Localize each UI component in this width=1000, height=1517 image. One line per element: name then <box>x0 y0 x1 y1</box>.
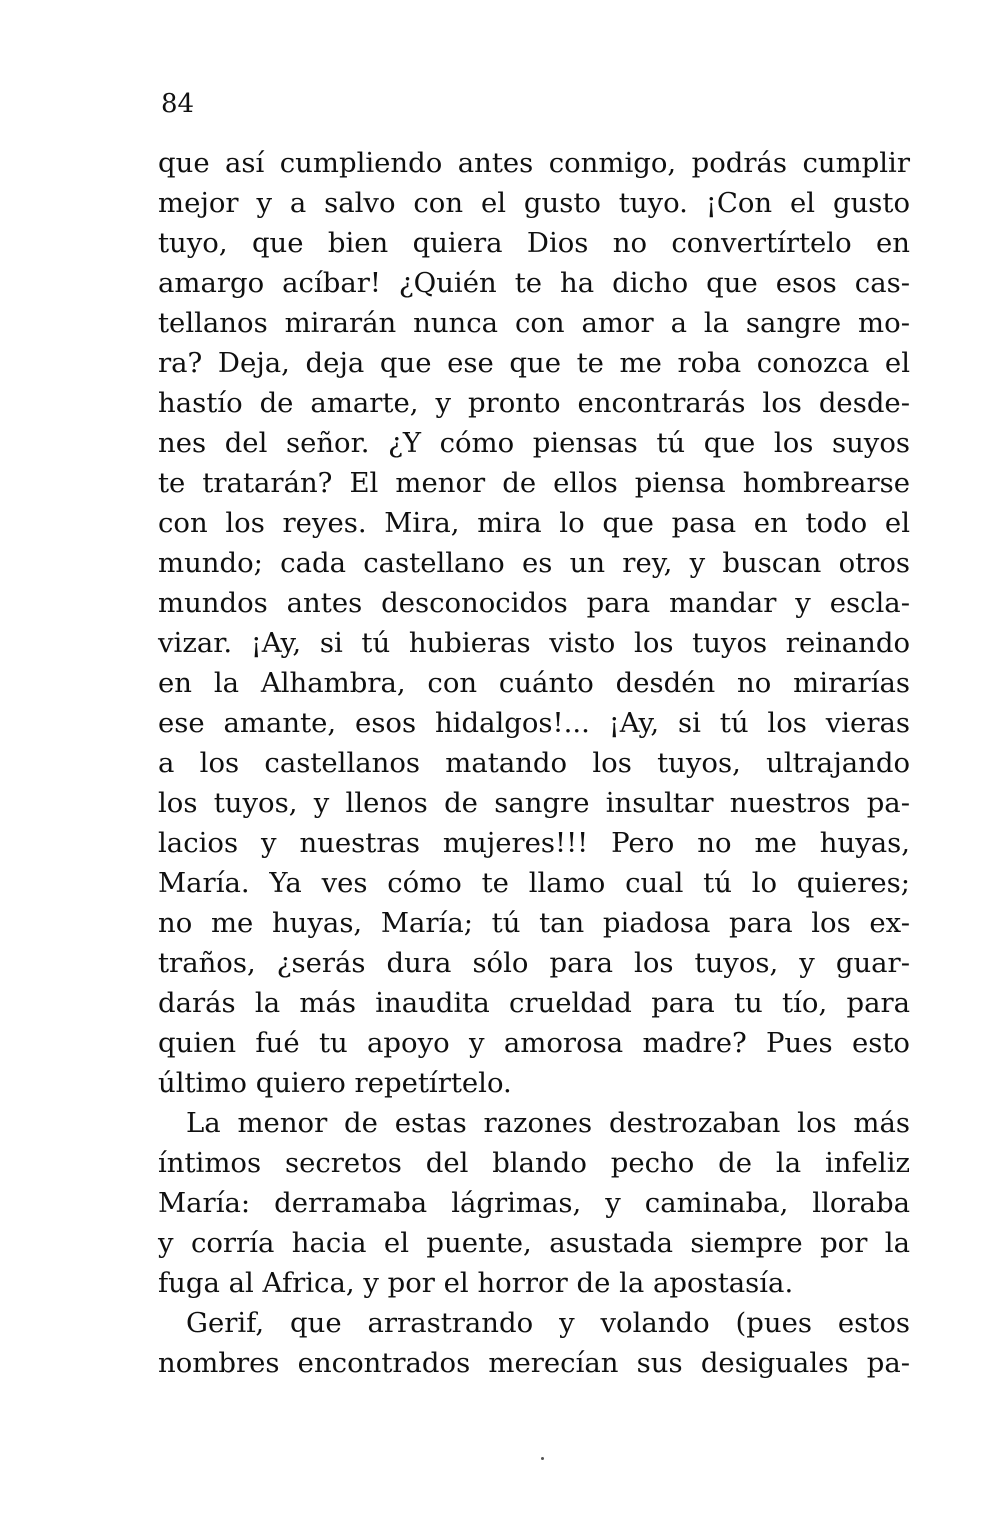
text-line: quien fué tu apoyo y amorosa madre? Pues esto <box>158 1027 910 1059</box>
text-line: lacios y nuestras mujeres!!! Pero no me huyas, <box>158 827 910 859</box>
print-speck <box>541 1457 544 1460</box>
text-line: en la Alhambra, con cuánto desdén no mirarías <box>158 667 910 699</box>
text-line: y corría hacia el puente, asustada siempre por la <box>158 1227 910 1259</box>
text-line: los tuyos, y llenos de sangre insultar nuestros pa- <box>158 787 910 819</box>
text-line: a los castellanos matando los tuyos, ultrajando <box>158 747 910 779</box>
page-number: 84 <box>161 89 195 119</box>
text-line: mundos antes desconocidos para mandar y escla- <box>158 587 910 619</box>
text-line: nes del señor. ¿Y cómo piensas tú que los suyos <box>158 427 910 459</box>
paragraph <box>158 1103 910 1303</box>
body-text <box>158 143 910 1383</box>
text-line: tellanos mirarán nunca con amor a la sangre mo- <box>158 307 910 339</box>
text-line: tuyo, que bien quiera Dios no convertírtelo en <box>158 227 910 259</box>
text-line: amargo acíbar! ¿Quién te ha dicho que esos cas- <box>158 267 910 299</box>
text-line: nombres encontrados merecían sus desiguales pa- <box>158 1347 910 1379</box>
text-line: María. Ya ves cómo te llamo cual tú lo quieres; <box>158 867 910 899</box>
text-line: La menor de estas razones destrozaban los más <box>186 1107 910 1139</box>
text-line: que así cumpliendo antes conmigo, podrás cumplir <box>158 147 910 179</box>
text-line: fuga al Africa, y por el horror de la apostasía. <box>158 1267 794 1299</box>
text-line: ese amante, esos hidalgos!... ¡Ay, si tú los vieras <box>158 707 910 739</box>
text-line: mejor y a salvo con el gusto tuyo. ¡Con el gusto <box>158 187 910 219</box>
text-line: íntimos secretos del blando pecho de la infeliz <box>158 1147 910 1179</box>
text-line: con los reyes. Mira, mira lo que pasa en todo el <box>158 507 910 539</box>
paragraph <box>158 1303 910 1383</box>
text-line: mundo; cada castellano es un rey, y buscan otros <box>158 547 910 579</box>
text-line: darás la más inaudita crueldad para tu tío, para <box>158 987 910 1019</box>
text-line: hastío de amarte, y pronto encontrarás los desde- <box>158 387 910 419</box>
text-line: Gerif, que arrastrando y volando (pues estos <box>186 1307 910 1339</box>
text-line: María: derramaba lágrimas, y caminaba, lloraba <box>158 1187 910 1219</box>
text-line: ra? Deja, deja que ese que te me roba conozca el <box>158 347 910 379</box>
text-line: vizar. ¡Ay, si tú hubieras visto los tuyos reinando <box>158 627 910 659</box>
text-line: no me huyas, María; tú tan piadosa para los ex- <box>158 907 910 939</box>
text-line: último quiero repetírtelo. <box>158 1067 512 1099</box>
paragraph <box>158 143 910 1103</box>
text-line: te tratarán? El menor de ellos piensa hombrearse <box>158 467 910 499</box>
text-line: traños, ¿serás dura sólo para los tuyos, y guar- <box>158 947 910 979</box>
